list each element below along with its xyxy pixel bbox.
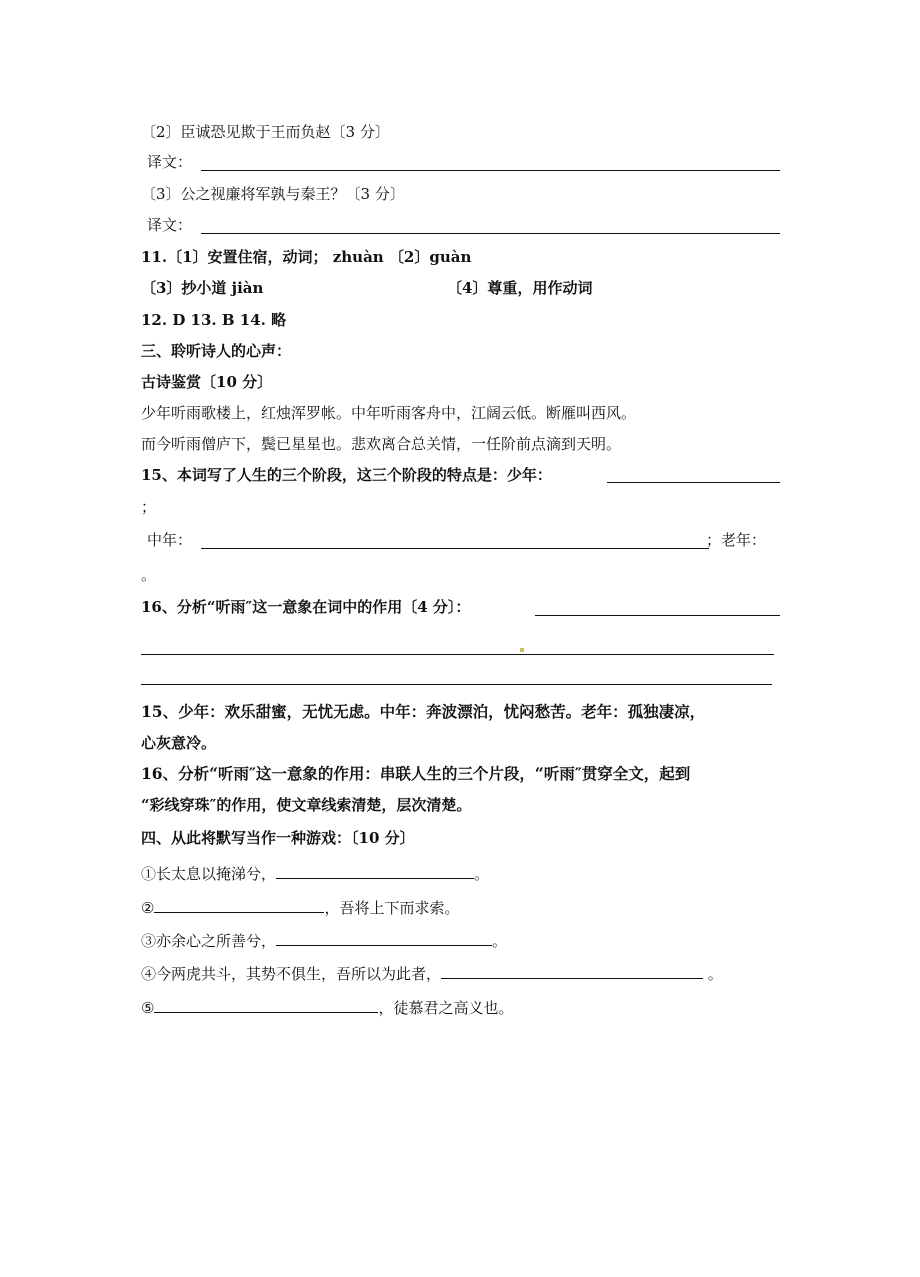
translation-blank-2[interactable] [201, 170, 780, 171]
q15-middle-label: 中年： [147, 531, 193, 549]
answer-11-part4: 〔4〕尊重，用作动词 [447, 279, 593, 297]
item-5-blank[interactable] [154, 996, 378, 1013]
translation-label-2: 译文： [147, 153, 193, 171]
q15-period: 。 [141, 566, 157, 584]
item-1-suffix: 。 [474, 865, 490, 883]
item-3-blank[interactable] [276, 929, 492, 946]
recitation-item-2 [141, 896, 459, 918]
poem-appreciation-heading: 古诗鉴赏〔10 分〕 [141, 373, 273, 391]
question-3-text: 〔3〕公之视廉将军孰与秦王？〔3 分〕 [141, 185, 405, 203]
item-2-prefix: ② [141, 899, 155, 917]
answer-16-line2: “彩线穿珠″的作用，使文章线索清楚，层次清楚。 [141, 796, 472, 814]
answer-16-line1: 16、分析“听雨″这一意象的作用：串联人生的三个片段，“听雨″贯穿全文，起到 [141, 764, 691, 783]
question-2-text: 〔2〕臣诚恐见欺于王而负赵〔3 分〕 [141, 123, 390, 141]
item-5-suffix: ，徒慕君之高义也。 [378, 999, 514, 1017]
poem-line-1: 少年听雨歌楼上，红烛浑罗帐。中年听雨客舟中，江阔云低。断雁叫西风。 [141, 404, 637, 422]
q15-semicolon: ； [141, 498, 157, 516]
recitation-item-1 [141, 862, 489, 884]
q16-blank-2[interactable] [141, 654, 774, 655]
recitation-item-4 [141, 962, 723, 984]
section-4-heading: 四、从此将默写当作一种游戏：〔10 分〕 [141, 829, 415, 847]
item-3-suffix: 。 [492, 932, 508, 950]
item-1-prefix: ①长太息以掩涕兮， [141, 865, 277, 883]
q15-old-label: ；老年： [706, 531, 767, 549]
q16-blank-1[interactable] [535, 615, 780, 616]
item-2-blank[interactable] [154, 896, 324, 913]
answer-15-line1: 15、少年：欢乐甜蜜，无忧无虑。中年：奔波漂泊，忧闷愁苦。老年：孤独凄凉， [141, 702, 706, 721]
answer-11-part3: 〔3〕抄小道 jiàn [141, 279, 264, 297]
q15-middle-blank[interactable] [201, 548, 709, 549]
q16-blank-3[interactable] [141, 684, 772, 685]
item-4-suffix: 。 [703, 965, 723, 983]
item-2-suffix: ，吾将上下而求索。 [324, 899, 460, 917]
item-4-blank[interactable] [441, 962, 703, 979]
recitation-item-5 [141, 996, 513, 1018]
poem-line-2: 而今听雨僧庐下，鬓已星星也。悲欢离合总关情，一任阶前点滴到天明。 [141, 435, 622, 453]
question-15: 15、本词写了人生的三个阶段，这三个阶段的特点是：少年： [141, 466, 552, 484]
item-3-prefix: ③亦余心之所善兮， [141, 932, 277, 950]
item-1-blank[interactable] [276, 862, 474, 879]
stray-mark [520, 648, 524, 652]
recitation-item-3 [141, 929, 507, 951]
answer-12-14: 12. D 13. B 14. 略 [141, 311, 287, 329]
question-16: 16、分析“听雨″这一意象在词中的作用〔4 分〕： [141, 598, 471, 616]
item-5-prefix: ⑤ [141, 999, 155, 1017]
q15-youth-blank[interactable] [607, 482, 780, 483]
answer-15-line2: 心灰意冷。 [141, 734, 217, 752]
answer-11-line1: 11.〔1〕安置住宿，动词； zhuàn 〔2〕guàn [141, 248, 472, 266]
section-3-heading: 三、聆听诗人的心声： [141, 342, 292, 360]
translation-label-3: 译文： [147, 216, 193, 234]
translation-blank-3[interactable] [201, 233, 780, 234]
item-4-prefix: ④今两虎共斗，其势不俱生，吾所以为此者， [141, 965, 442, 983]
